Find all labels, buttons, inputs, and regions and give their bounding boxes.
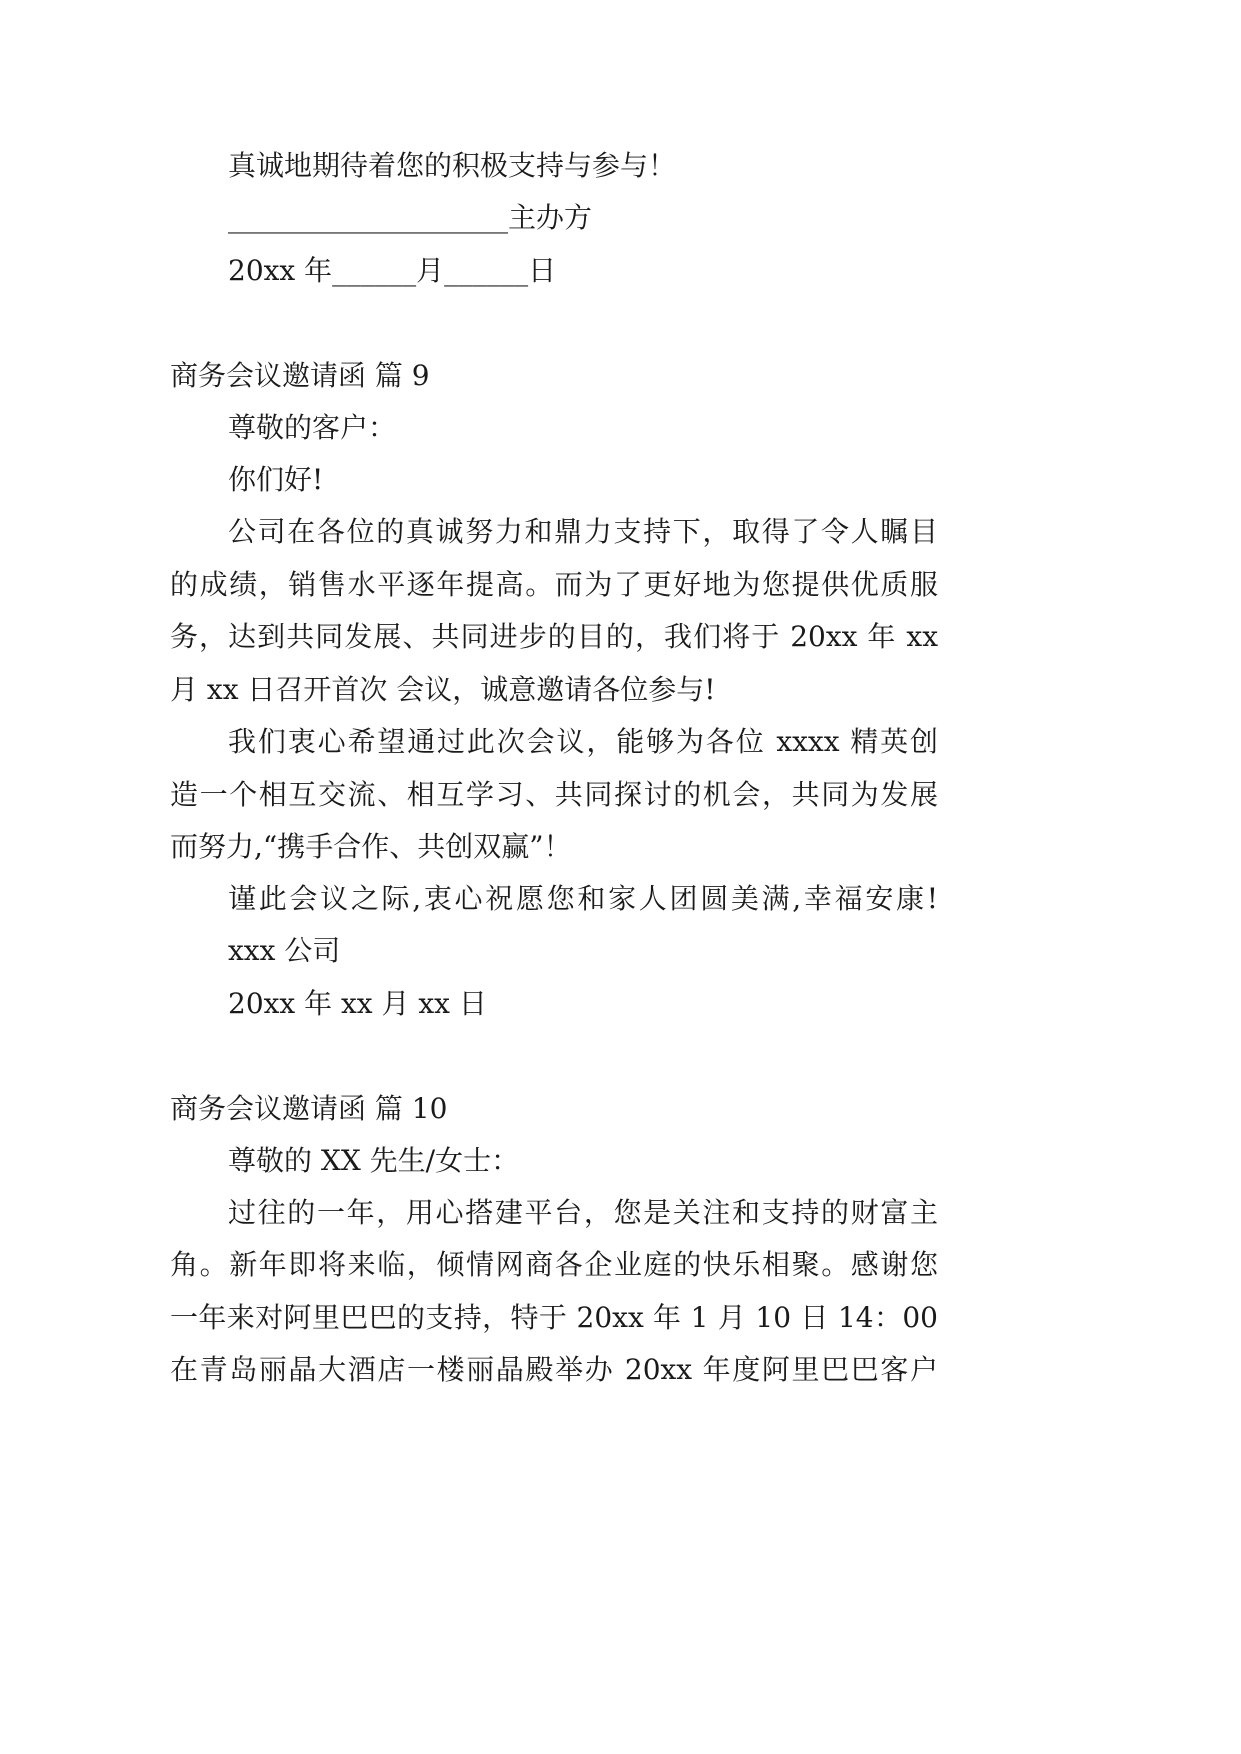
- date-line: 20xx 年______月______日: [228, 254, 557, 287]
- signature: xxx 公司: [228, 934, 341, 967]
- salutation: 尊敬的 XX 先生/女士：: [228, 1144, 520, 1177]
- paragraph-line: 务，达到共同发展、共同进步的目的，我们将于 20xx 年 xx: [170, 620, 938, 653]
- paragraph-line: 角。新年即将来临，倾情网商各企业庭的快乐相聚。感谢您: [170, 1248, 938, 1281]
- closing-line: 真诚地期待着您的积极支持与参与！: [228, 149, 677, 182]
- paragraph-line: 月 xx 日召开首次 会议，诚意邀请各位参与!: [170, 673, 716, 706]
- paragraph-line: 公司在各位的真诚努力和鼎力支持下，取得了令人瞩目: [228, 515, 938, 548]
- organizer-line: ____________________主办方: [228, 201, 593, 234]
- section-heading: 商务会议邀请函 篇 9: [170, 359, 430, 392]
- paragraph-line: 的成绩，销售水平逐年提高。而为了更好地为您提供优质服: [170, 568, 938, 601]
- paragraph-line: 造一个相互交流、相互学习、共同探讨的机会，共同为发展: [170, 778, 938, 811]
- paragraph-line: 我们衷心希望通过此次会议，能够为各位 xxxx 精英创: [228, 725, 938, 758]
- section-heading: 商务会议邀请函 篇 10: [170, 1092, 448, 1125]
- paragraph-line: 在青岛丽晶大酒店一楼丽晶殿举办 20xx 年度阿里巴巴客户: [170, 1353, 938, 1386]
- date-line: 20xx 年 xx 月 xx 日: [228, 987, 487, 1020]
- greeting: 你们好!: [228, 463, 324, 496]
- paragraph-line: 一年来对阿里巴巴的支持，特于 20xx 年 1 月 10 日 14：00: [170, 1301, 938, 1334]
- paragraph-line: 过往的一年，用心搭建平台，您是关注和支持的财富主: [228, 1196, 938, 1229]
- paragraph-line: 谨此会议之际,衷心祝愿您和家人团圆美满,幸福安康!: [228, 882, 938, 915]
- salutation: 尊敬的客户：: [228, 411, 397, 444]
- paragraph-line: 而努力,“携手合作、共创双赢”！: [170, 830, 572, 863]
